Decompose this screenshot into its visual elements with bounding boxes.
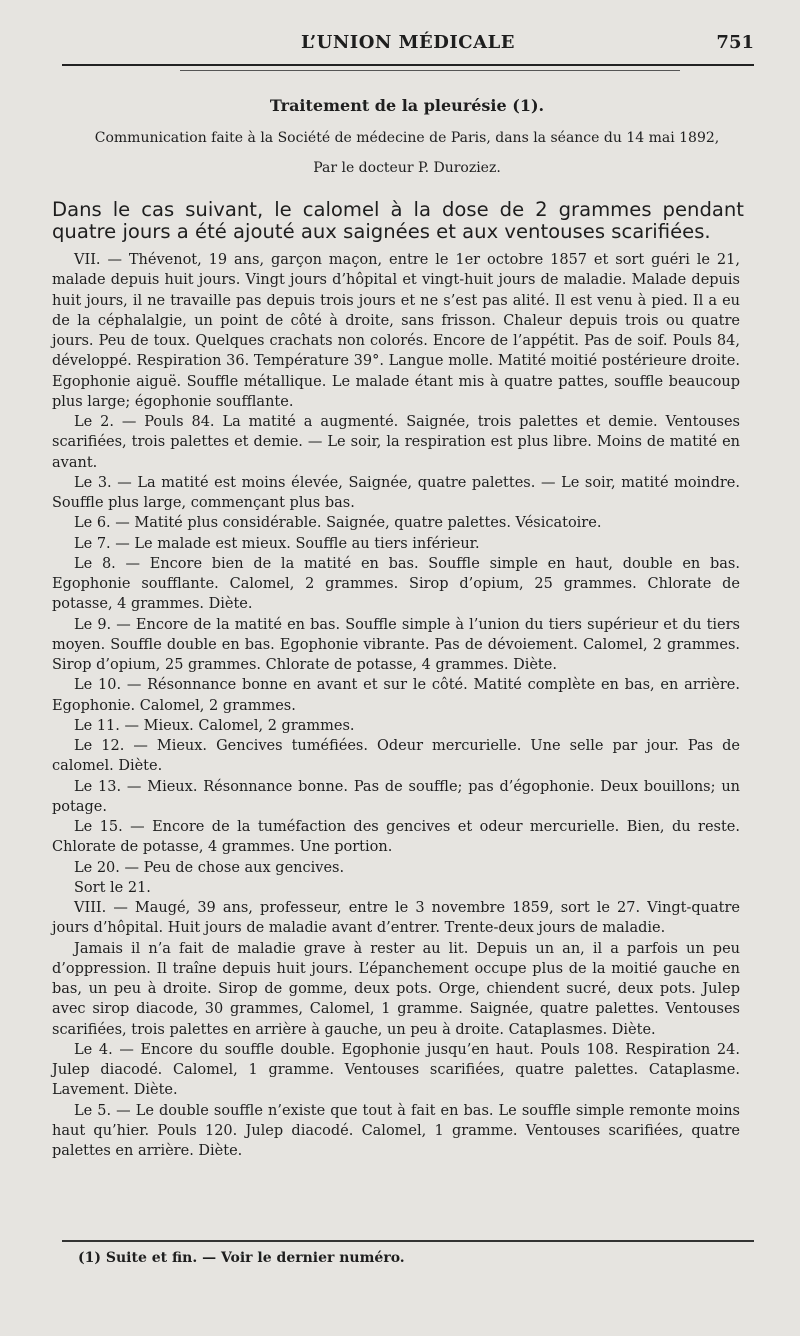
- article-body: [52, 250, 740, 1161]
- case-paragraph: Le 13. — Mieux. Résonnance bonne. Pas de souffle; pas d’égophonie. Deux bouillons; un potage.: [52, 778, 740, 815]
- case-paragraph: Le 2. — Pouls 84. La matité a augmenté. Saignée, trois palettes et demie. Ventouses scarifiées, trois palettes et demie. — Le soir, la respiration est plus libre. Moins de matité en avant.: [52, 414, 740, 471]
- page-number: 751: [716, 32, 754, 53]
- case-paragraph: Le 10. — Résonnance bonne en avant et sur le côté. Matité complète en bas, en arrière. Egophonie. Calomel, 2 grammes.: [52, 677, 740, 714]
- case-paragraph: Le 12. — Mieux. Gencives tuméfiées. Odeur mercurielle. Une selle par jour. Pas de calomel. Diète.: [52, 738, 740, 775]
- case-paragraph: Le 7. — Le malade est mieux. Souffle au tiers inférieur.: [74, 535, 480, 552]
- case-paragraph: Le 11. — Mieux. Calomel, 2 grammes.: [74, 717, 355, 734]
- page-header: [62, 32, 754, 62]
- case-paragraph: Le 3. — La matité est moins élevée, Saignée, quatre palettes. — Le soir, matité moindre. Souffle plus large, commençant plus bas.: [52, 474, 740, 511]
- case-paragraph: Le 6. — Matité plus considérable. Saignée, quatre palettes. Vésicatoire.: [74, 515, 602, 532]
- case-paragraph: Le 15. — Encore de la tuméfaction des gencives et odeur mercurielle. Bien, du reste. Chlorate de potasse, 4 grammes. Une portion.: [52, 819, 740, 856]
- intro-paragraph: Dans le cas suivant, le calomel à la dose de 2 grammes pendant quatre jours a été ajouté aux saignées et aux ventouses scarifiées.: [52, 198, 744, 243]
- article-author: Par le docteur P. Duroziez.: [313, 160, 501, 176]
- case-paragraph: Le 5. — Le double souffle n’existe que tout à fait en bas. Le souffle simple remonte moins haut qu’hier. Pouls 120. Julep diacodé. Calomel, 1 gramme. Ventouses scarifiées, quatre palettes en arrière. Diète.: [52, 1102, 740, 1159]
- footnote: (1) Suite et fin. — Voir le dernier numéro.: [78, 1250, 405, 1266]
- running-title: L’UNION MÉDICALE: [301, 32, 515, 53]
- case-paragraph: Sort le 21.: [74, 879, 151, 896]
- article-subtitle: Communication faite à la Société de médecine de Paris, dans la séance du 14 mai 1892,: [94, 130, 720, 146]
- case-paragraph: Jamais il n’a fait de maladie grave à rester au lit. Depuis un an, il a parfois un peu d’oppression. Il traîne depuis huit jours. L’épanchement occupe plus de la moitié gauche en bas, un peu à droite. Sirop de gomme, deux pots. Orge, chiendent sucré, deux pots. Julep avec sirop diacode, 30 grammes, Calomel, 1 gramme. Saignée, quatre palettes. Ventouses scarifiées, trois palettes en arrière à gauche, un peu à droite. Cataplasmes. Diète.: [52, 940, 740, 1038]
- case-paragraph: Le 8. — Encore bien de la matité en bas. Souffle simple en haut, double en bas. Egophonie soufflante. Calomel, 2 grammes. Sirop d’opium, 25 grammes. Chlorate de potasse, 4 grammes. Diète.: [52, 555, 740, 613]
- case-paragraph: Le 4. — Encore du souffle double. Egophonie jusqu’en haut. Pouls 108. Respiration 24. Julep diacodé. Calomel, 1 gramme. Ventouses scarifiées, quatre palettes. Cataplasme. Lavement. Diète.: [52, 1041, 740, 1099]
- case-paragraph: Le 9. — Encore de la matité en bas. Souffle simple à l’union du tiers supérieur et du tiers moyen. Souffle double en bas. Egophonie vibrante. Pas de dévoiement. Calomel, 2 grammes. Sirop d’opium, 25 grammes. Chlorate de potasse, 4 grammes. Diète.: [52, 616, 740, 673]
- footnote-rule: [62, 1240, 754, 1242]
- case-paragraph: VII. — Thévenot, 19 ans, garçon maçon, entre le 1er octobre 1857 et sort guéri le 21, malade depuis huit jours. Vingt jours d’hôpital et vingt-huit jours de maladie. Malade depuis huit jours, il ne travaille pas depuis trois jours et ne s’est pas alité. Il est venu à pied. Il a eu de la céphalalgie, un point de côté à droite, sans frisson. Chaleur depuis trois ou quatre jours. Peu de toux. Quelques crachats non colorés. Encore de l’appétit. Pas de soif. Pouls 84, développé. Respiration 36. Température 39°. Langue molle. Matité moitié postérieure droite. Egophonie aiguë. Souffle métallique. Le malade étant mis à quatre pattes, souffle beaucoup plus large; égophonie soufflante.: [52, 252, 740, 410]
- header-rule-thin: [180, 70, 680, 71]
- case-paragraph: Le 20. — Peu de chose aux gencives.: [74, 859, 345, 876]
- case-paragraph: VIII. — Maugé, 39 ans, professeur, entre le 3 novembre 1859, sort le 27. Vingt-quatre jours d’hôpital. Huit jours de maladie avant d’entrer. Trente-deux jours de maladie.: [52, 900, 740, 937]
- header-rule: [62, 64, 754, 66]
- article-title: Traitement de la pleurésie (1).: [269, 96, 545, 115]
